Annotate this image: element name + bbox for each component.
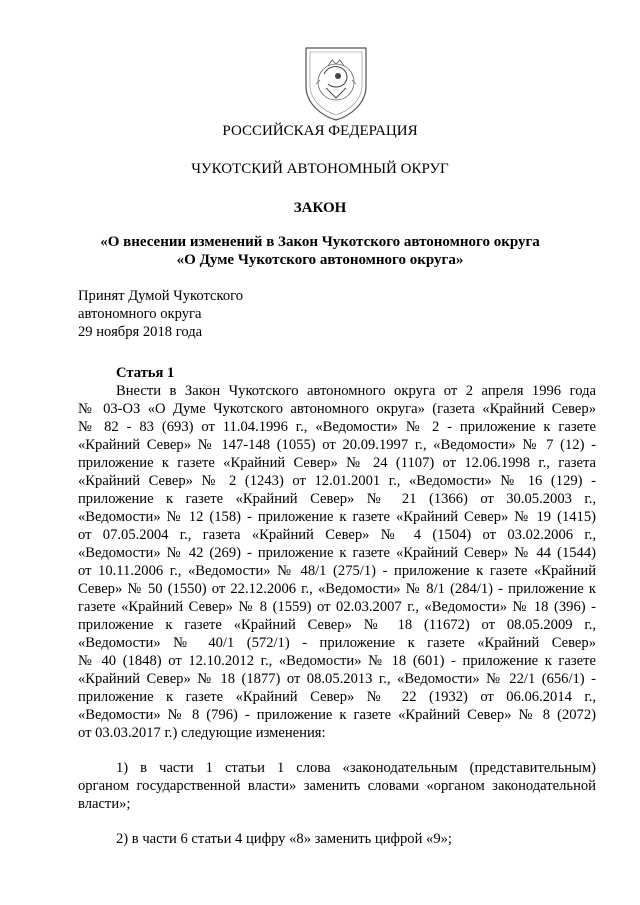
federation-heading: РОССИЙСКАЯ ФЕДЕРАЦИЯ — [222, 123, 418, 139]
article-body-line: «Крайний Север» № 147-148 (1055) от 20.09.1997 г., «Ведомости» № 7 (12) - — [78, 437, 596, 453]
article-body-line: Внести в Закон Чукотского автономного округа от 2 апреля 1996 года — [116, 383, 596, 399]
law-title-line-2: «О Думе Чукотского автономного округа» — [176, 252, 464, 268]
law-heading: ЗАКОН — [293, 200, 347, 216]
amendment-item-1-line: 1) в части 1 статьи 1 слова «законодательным (представительным) — [116, 760, 596, 776]
amendment-item-2: 2) в части 6 статьи 4 цифру «8» заменить цифрой «9»; — [116, 831, 452, 847]
article-body-line: приложение к газете «Крайний Север» № 18 (11672) от 08.05.2009 г., — [78, 617, 596, 633]
article-body-line: приложение к газете «Крайний Север» № 22 (1932) от 06.06.2014 г., — [78, 689, 596, 705]
amendment-item-1-last-line: власти»; — [78, 796, 131, 812]
article-body-line: «Крайний Север» № 2 (1243) от 12.01.2001 г., «Ведомости» № 16 (129) - — [78, 473, 596, 489]
article-body-line: № 82 - 83 (693) от 11.04.1996 г., «Ведомости» № 2 - приложение к газете — [78, 419, 596, 435]
adoption-line-1: Принят Думой Чукотского — [78, 288, 244, 304]
article-body-line: от 10.11.2006 г., «Ведомости» № 48/1 (275/1) - приложение к газете «Крайний — [78, 563, 596, 579]
article-body-line: приложение к газете «Крайний Север» № 21 (1366) от 30.05.2003 г., — [78, 491, 596, 507]
article-body-line: «Ведомости» № 8 (796) - приложение к газете «Крайний Север» № 8 (2072) — [78, 707, 596, 723]
article-body-line: № 03-ОЗ «О Думе Чукотского автономного округа» (газета «Крайний Север» — [78, 401, 596, 417]
article-body-line: Север» № 50 (1550) от 22.12.2006 г., «Ведомости» № 8/1 (284/1) - приложение к — [78, 581, 596, 597]
article-body-line: приложение к газете «Крайний Север» № 24 (1107) от 12.06.1998 г., газета — [78, 455, 596, 471]
article-body-line: № 40 (1848) от 12.10.2012 г., «Ведомости» № 18 (601) - приложение к газете — [78, 653, 596, 669]
article-body-line: газете «Крайний Север» № 8 (1559) от 02.03.2007 г., «Ведомости» № 18 (396) - — [78, 599, 596, 615]
amendment-item-1-line: органом государственной власти» заменить словами «органом законодательной — [78, 778, 596, 794]
law-title-line-1: «О внесении изменений в Закон Чукотского автономного округа — [100, 234, 540, 250]
article-body-line: «Ведомости» № 12 (158) - приложение к газете «Крайний Север» № 19 (1415) — [78, 509, 596, 525]
article-body-last-line: от 03.03.2017 г.) следующие изменения: — [78, 725, 326, 741]
article-heading: Статья 1 — [116, 365, 175, 381]
article-body-line: от 07.05.2004 г., газета «Крайний Север» № 4 (1504) от 03.02.2006 г., — [78, 527, 596, 543]
adoption-date: 29 ноября 2018 года — [78, 324, 203, 340]
adoption-line-2: автономного округа — [78, 306, 202, 322]
article-body-line: «Ведомости» № 42 (269) - приложение к газете «Крайний Север» № 44 (1544) — [78, 545, 596, 561]
coat-of-arms-emblem — [298, 44, 374, 122]
article-body-line: «Крайний Север» № 18 (1877) от 08.05.2013 г., «Ведомости» № 22/1 (656/1) - — [78, 671, 596, 687]
okrug-heading: ЧУКОТСКИЙ АВТОНОМНЫЙ ОКРУГ — [191, 161, 449, 177]
article-body-line: «Ведомости» № 40/1 (572/1) - приложение к газете «Крайний Север» — [78, 635, 596, 651]
